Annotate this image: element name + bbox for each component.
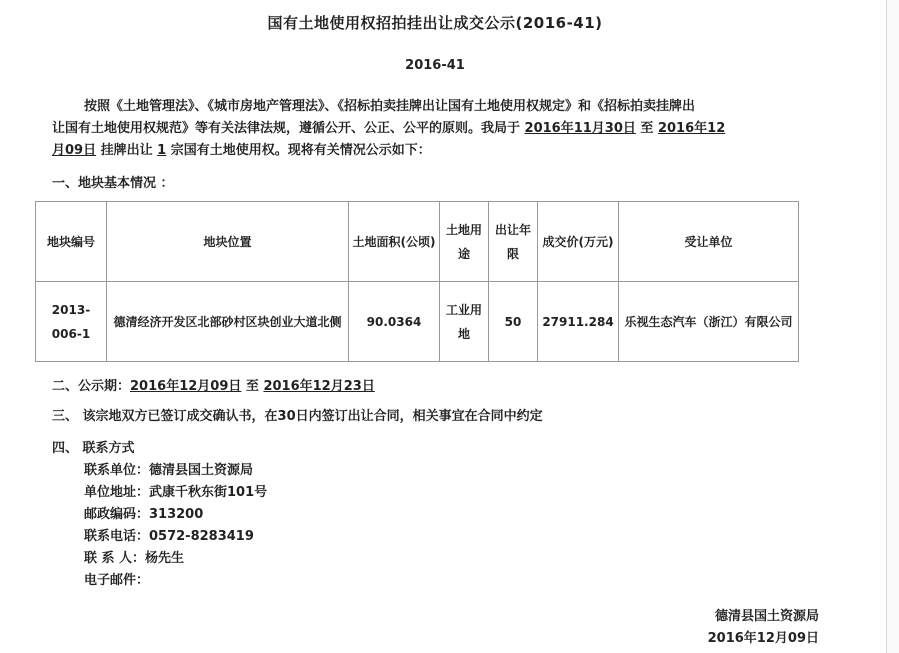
cell-years: 50 xyxy=(489,282,538,362)
contact-email: 电子邮件： xyxy=(84,573,150,588)
header-area: 土地面积(公顷) xyxy=(349,202,440,282)
document-number: 2016-41 xyxy=(405,58,465,73)
table-header-row xyxy=(36,202,799,282)
header-price: 成交价(万元) xyxy=(538,202,619,282)
publicity-end-date: 2016年12月23日 xyxy=(263,379,375,394)
intro-line-3 xyxy=(52,140,812,162)
page-edge xyxy=(886,0,899,653)
parcel-count: 1 xyxy=(157,143,167,158)
contact-unit: 联系单位：德清县国土资源局 xyxy=(84,463,254,478)
cell-buyer: 乐视生态汽车（浙江）有限公司 xyxy=(619,282,799,362)
cell-use: 工业用地 xyxy=(440,282,489,362)
section-3-contract-note: 三、 该宗地双方已签订成交确认书，在30日内签订出让合同，相关事宜在合同中约定 xyxy=(52,409,543,424)
intro-text: 至 xyxy=(635,121,658,136)
parcel-table xyxy=(35,201,799,362)
intro-line-1: 按照《土地管理法》、《城市房地产管理法》、《招标拍卖挂牌出让国有土地使用权规定》和《招标拍卖挂牌出 xyxy=(84,99,696,114)
intro-text: 宗国有土地使用权。现将有关情况公示如下： xyxy=(166,143,431,158)
section-1-heading: 一、地块基本情况 ： xyxy=(52,176,174,191)
cell-location: 德清经济开发区北部砂村区块创业大道北侧 xyxy=(107,282,349,362)
publicity-start-date: 2016年12月09日 xyxy=(130,379,242,394)
intro-text: 让国有土地使用权规范》等有关法律法规，遵循公开、公正、公平的原则。我局于 xyxy=(52,121,525,136)
section-4-heading: 四、 联系方式 xyxy=(52,441,135,456)
intro-text: 挂牌出让 xyxy=(96,143,158,158)
contact-person: 联 系 人：杨先生 xyxy=(84,551,185,566)
header-use: 土地用途 xyxy=(440,202,489,282)
header-parcel-no: 地块编号 xyxy=(36,202,107,282)
section-2-label: 二、公示期： xyxy=(52,379,131,394)
intro-paragraph xyxy=(52,96,812,162)
header-years: 出让年限 xyxy=(489,202,538,282)
contact-address: 单位地址：武康千秋东街101号 xyxy=(84,485,268,500)
header-location: 地块位置 xyxy=(107,202,349,282)
page-title: 国有土地使用权招拍挂出让成交公示(2016-41) xyxy=(267,14,603,32)
section-2-publicity-period xyxy=(52,375,375,394)
cell-price: 27911.284 xyxy=(538,282,619,362)
cell-area: 90.0364 xyxy=(349,282,440,362)
listing-end-date-part2: 月09日 xyxy=(52,143,97,158)
listing-start-date: 2016年11月30日 xyxy=(524,121,636,136)
table-row xyxy=(36,282,799,362)
signature-org: 德清县国土资源局 xyxy=(714,609,819,624)
contact-postcode: 邮政编码：313200 xyxy=(84,507,204,522)
cell-parcel-no: 2013-006-1 xyxy=(36,282,107,362)
signature-date: 2016年12月09日 xyxy=(707,631,819,646)
listing-end-date-part1: 2016年12 xyxy=(657,121,726,136)
contact-phone: 联系电话：0572-8283419 xyxy=(84,529,254,544)
intro-line-2 xyxy=(52,118,812,140)
section-2-sep: 至 xyxy=(241,379,264,394)
header-buyer: 受让单位 xyxy=(619,202,799,282)
